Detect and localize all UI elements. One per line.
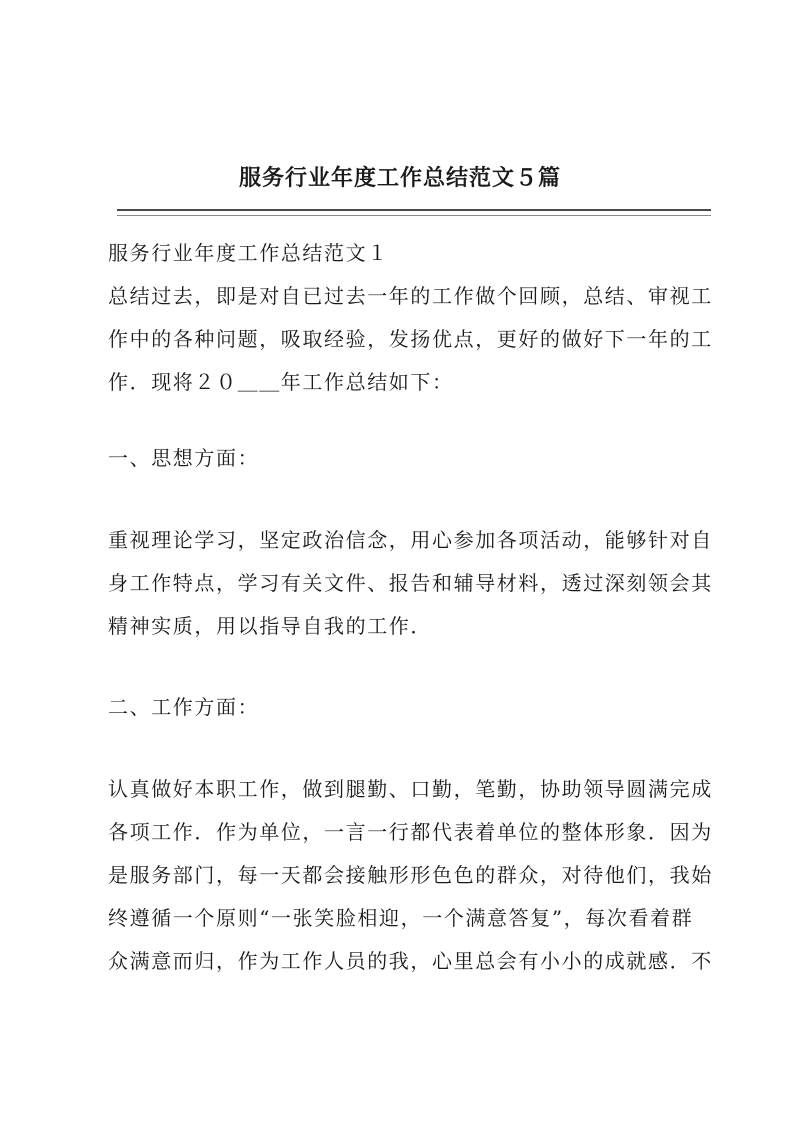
intro-line-2: 作中的各种问题，吸取经验，发扬优点，更好的做好下一年的工 [108, 327, 713, 351]
title-divider-thick [117, 209, 711, 211]
subtitle-block [108, 232, 718, 404]
title-divider-thin [117, 215, 711, 216]
section2-heading: 二、工作方面： [108, 695, 260, 719]
section2-paragraph [108, 768, 718, 983]
section2-line-3: 是服务部门，每一天都会接触形形色色的群众，对待他们，我始 [108, 863, 713, 887]
section1-heading: 一、思想方面： [108, 446, 260, 470]
section1-line-3: 精神实质，用以指导自我的工作． [108, 614, 432, 638]
section2-line-2: 各项工作．作为单位，一言一行都代表着单位的整体形象．因为 [108, 820, 713, 844]
document-title: 服务行业年度工作总结范文５篇 [238, 165, 561, 191]
subtitle: 服务行业年度工作总结范文１ [108, 241, 389, 265]
section1-line-2: 身工作特点，学习有关文件、报告和辅导材料，透过深刻领会其 [108, 571, 713, 595]
section1-heading-block [108, 437, 718, 480]
section2-line-5: 众满意而归，作为工作人员的我，心里总会有小小的成就感．不 [108, 949, 713, 973]
section2-line-4: 终遵循一个原则“一张笑脸相迎，一个满意答复”，每次看着群 [108, 906, 694, 930]
intro-line-1: 总结过去，即是对自已过去一年的工作做个回顾，总结、审视工 [108, 284, 713, 308]
section2-heading-block [108, 686, 718, 729]
section1-paragraph [108, 519, 718, 648]
section2-line-1: 认真做好本职工作，做到腿勤、口勤，笔勤，协助领导圆满完成 [108, 777, 713, 801]
section1-line-1: 重视理论学习，坚定政治信念，用心参加各项活动，能够针对自 [108, 528, 713, 552]
intro-line-3: 作．现将２０＿＿年工作总结如下： [108, 370, 454, 394]
